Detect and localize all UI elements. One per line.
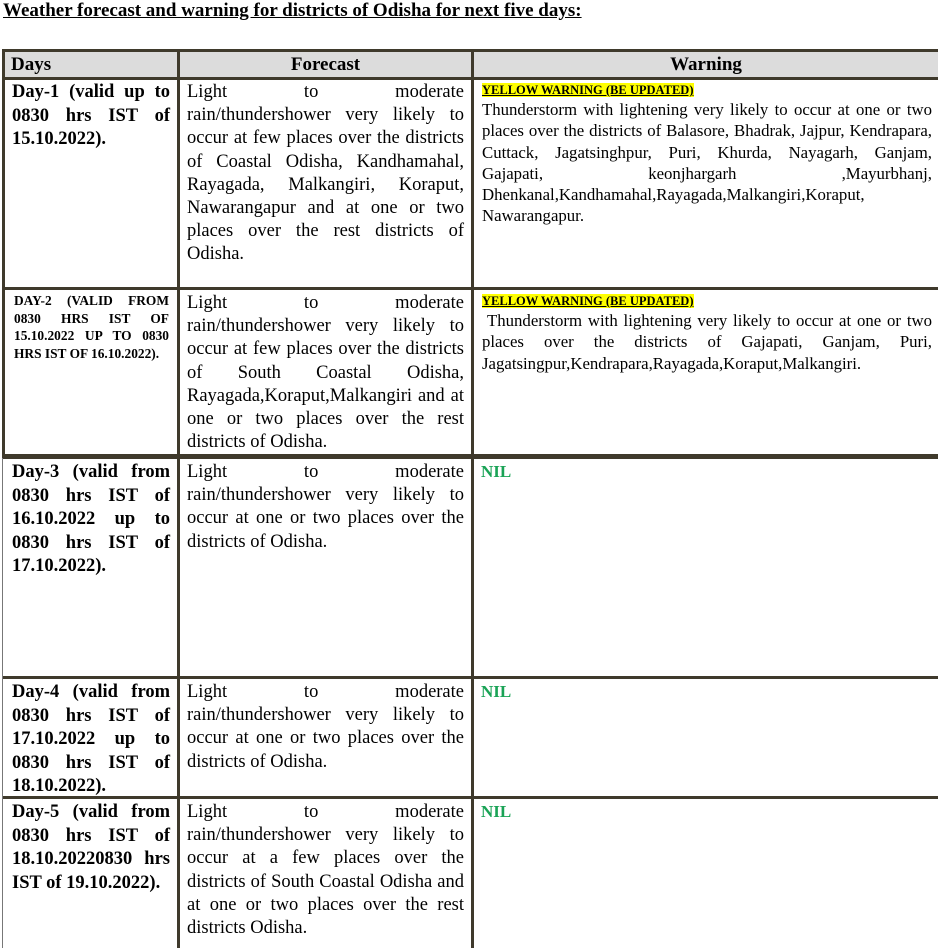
- table-border-left: [2, 49, 5, 458]
- day-3-label: Day-3 (valid from 0830 hrs IST of 16.10.2022 up to 0830 hrs IST of 17.10.2022).: [12, 462, 170, 576]
- forecast-table: [2, 52, 938, 948]
- day-5-warning: NIL: [481, 802, 512, 821]
- page-title: Weather forecast and warning for districts of Odisha for next five days:: [3, 0, 582, 21]
- day-2-label: DAY-2 (VALID FROM 0830 HRS IST OF 15.10.2022 UP TO 0830 HRS IST OF 16.10.2022).: [14, 293, 169, 361]
- day-2-warning-text: Thunderstorm with lightening very likely to occur at one or two places over the districts of Gajapati, Ganjam, Puri, Jagatsingpur,Kendrapara,Rayagada,Koraput,Malkangiri.: [482, 311, 932, 373]
- day-1-forecast: Light to moderate rain/thundershower very likely to occur at few places over the districts of Coastal Odisha, Kandhamahal, Rayagada, Malkangiri, Koraput, Nawarangapur and at one or two places over the rest districts of Odisha.: [187, 82, 464, 265]
- row-separator: [2, 454, 938, 459]
- day-4-label: Day-4 (valid from 0830 hrs IST of 17.10.2022 up to 0830 hrs IST of 18.10.2022).: [12, 682, 170, 796]
- day-5-forecast: Light to moderate rain/thundershower very likely to occur at a few places over the districts of South Coastal Odisha and at one or two places over the rest districts Odisha.: [187, 802, 464, 939]
- header-forecast: Forecast: [290, 54, 361, 75]
- column-separator: [471, 49, 474, 948]
- day-3-forecast: Light to moderate rain/thundershower very likely to occur at one or two places over the districts of Odisha.: [187, 462, 464, 552]
- day-3-warning: NIL: [481, 462, 512, 481]
- day-4-warning: NIL: [481, 682, 512, 701]
- day-5-label: Day-5 (valid from 0830 hrs IST of 18.10.20220830 hrs IST of 19.10.2022).: [12, 802, 170, 893]
- day-4-forecast: Light to moderate rain/thundershower very likely to occur at one or two places over the districts of Odisha.: [187, 682, 464, 772]
- header-warning: Warning: [670, 54, 742, 75]
- day-2-warning: [482, 292, 932, 374]
- day-1-warning-text: Thunderstorm with lightening very likely to occur at one or two places over the districts of Balasore, Bhadrak, Jajpur, Kendrapara, Cuttack, Jagatsinghpur, Puri, Khurda, Nayagarh, Ganjam, Gajapati, keonjhargarh ,Mayurbhanj, Dhenkanal,Kandhamahal,Rayagada,Malkangiri,Koraput, Nawarangapur.: [482, 100, 932, 226]
- day-1-label: Day-1 (valid up to 0830 hrs IST of 15.10.2022).: [12, 82, 170, 149]
- table-border-left: [2, 458, 3, 948]
- column-separator: [177, 49, 180, 948]
- row-separator: [2, 287, 938, 290]
- yellow-warning-badge: YELLOW WARNING (BE UPDATED): [482, 294, 694, 308]
- day-1-warning: [482, 81, 932, 227]
- yellow-warning-badge: YELLOW WARNING (BE UPDATED): [482, 83, 694, 97]
- row-separator: [2, 676, 938, 679]
- header-separator: [2, 77, 938, 80]
- day-2-forecast: Light to moderate rain/thundershower very likely to occur at few places over the districts of South Coastal Odisha, Rayagada,Koraput,Malkangiri and at one or two places over the rest districts of Odisha.: [187, 293, 464, 453]
- header-days: Days: [11, 54, 52, 75]
